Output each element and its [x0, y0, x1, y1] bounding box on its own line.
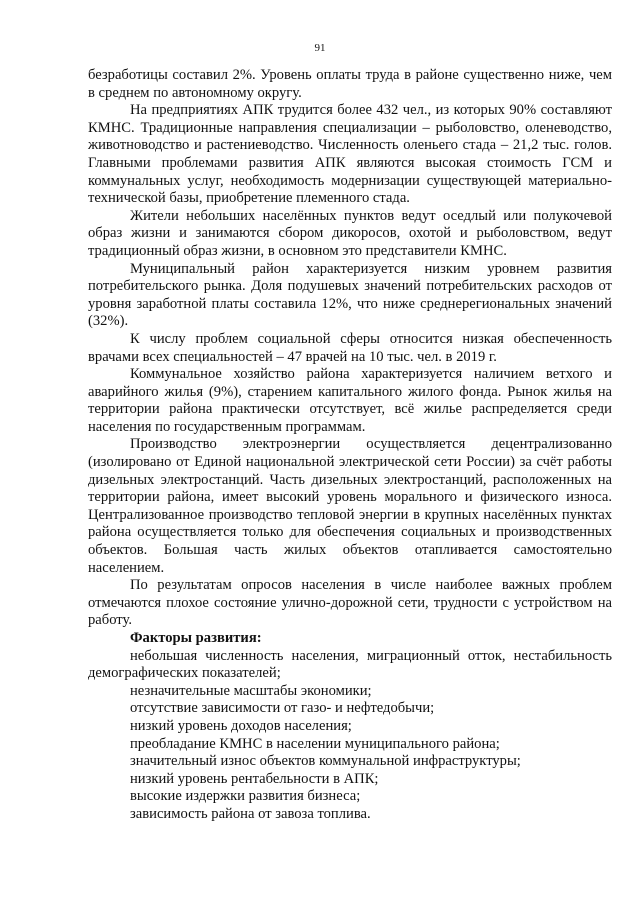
paragraph-housing: Коммунальное хозяйство района характеризуется наличием ветхого и аварийного жилья (9%), старением капитального жилого фонда. Рынок жилья на территории района практически отсутствует, всё жилье распределяется среди населения по государственным программам.: [88, 366, 612, 435]
paragraph-consumer-market: Муниципальный район характеризуется низким уровнем развития потребительского рынка. Доля подушевых значений потребительских расходов от уровня заработной платы составила 12%, что ниже среднерегиональных значений (32%).: [88, 260, 612, 330]
factor-item: небольшая численность населения, миграционный отток, нестабильность демографических показателей;: [88, 647, 612, 682]
factor-item: высокие издержки развития бизнеса;: [130, 788, 361, 805]
paragraph-agro-industry: На предприятиях АПК трудится более 432 чел., из которых 90% составляют КМНС. Традиционные направления специализации – рыболовство, оленеводство, животноводство и растениеводство. Численность оленьего стада – 21,2 тыс. голов. Главными проблемами развития АПК являются высокая стоимость ГСМ и коммунальных услуг, необходимость модернизации существующей материально-технической базы, приобретение племенного стада.: [88, 102, 612, 207]
factor-item: значительный износ объектов коммунальной инфраструктуры;: [130, 753, 521, 770]
factor-item: низкий уровень доходов населения;: [130, 717, 352, 734]
factor-item: отсутствие зависимости от газо- и нефтедобычи;: [130, 700, 435, 717]
paragraph-social-sphere: К числу проблем социальной сферы относится низкая обеспеченность врачами всех специальностей – 47 врачей на 10 тыс. чел. в 2019 г.: [88, 330, 612, 365]
factor-item: зависимость района от завоза топлива.: [130, 805, 371, 822]
factor-item: преобладание КМНС в населении муниципального района;: [130, 735, 500, 752]
paragraph-electricity: Производство электроэнергии осуществляется децентрализованно (изолировано от Единой национальной электрической сети России) за счёт работы дизельных электростанций. Часть дизельных электростанций, расположенных на территории района, имеет высокий уровень морального и физического износа. Централизованное производство тепловой энергии в крупных населённых пунктах района осуществляется только для обеспечения социальных и производственных объектов. Большая часть жилых объектов отапливается самостоятельно населением.: [88, 436, 612, 576]
paragraph-unemployment: безработицы составил 2%. Уровень оплаты труда в районе существенно ниже, чем в среднем по автономному округу.: [88, 67, 612, 101]
factor-item: незначительные масштабы экономики;: [130, 682, 372, 699]
paragraph-survey: По результатам опросов населения в числе наиболее важных проблем отмечаются плохое состояние улично-дорожной сети, трудности с устройством на работу.: [88, 577, 612, 629]
factor-item: низкий уровень рентабельности в АПК;: [130, 770, 379, 787]
page-number: 91: [314, 42, 326, 54]
paragraph-settlements: Жители небольших населённых пунктов ведут оседлый или полукочевой образ жизни и занимаются сбором дикоросов, охотой и рыболовством, ведут традиционный образ жизни, в основном это представители КМНС.: [88, 207, 612, 259]
factors-heading: Факторы развития:: [130, 630, 262, 646]
document-body: [88, 67, 612, 824]
